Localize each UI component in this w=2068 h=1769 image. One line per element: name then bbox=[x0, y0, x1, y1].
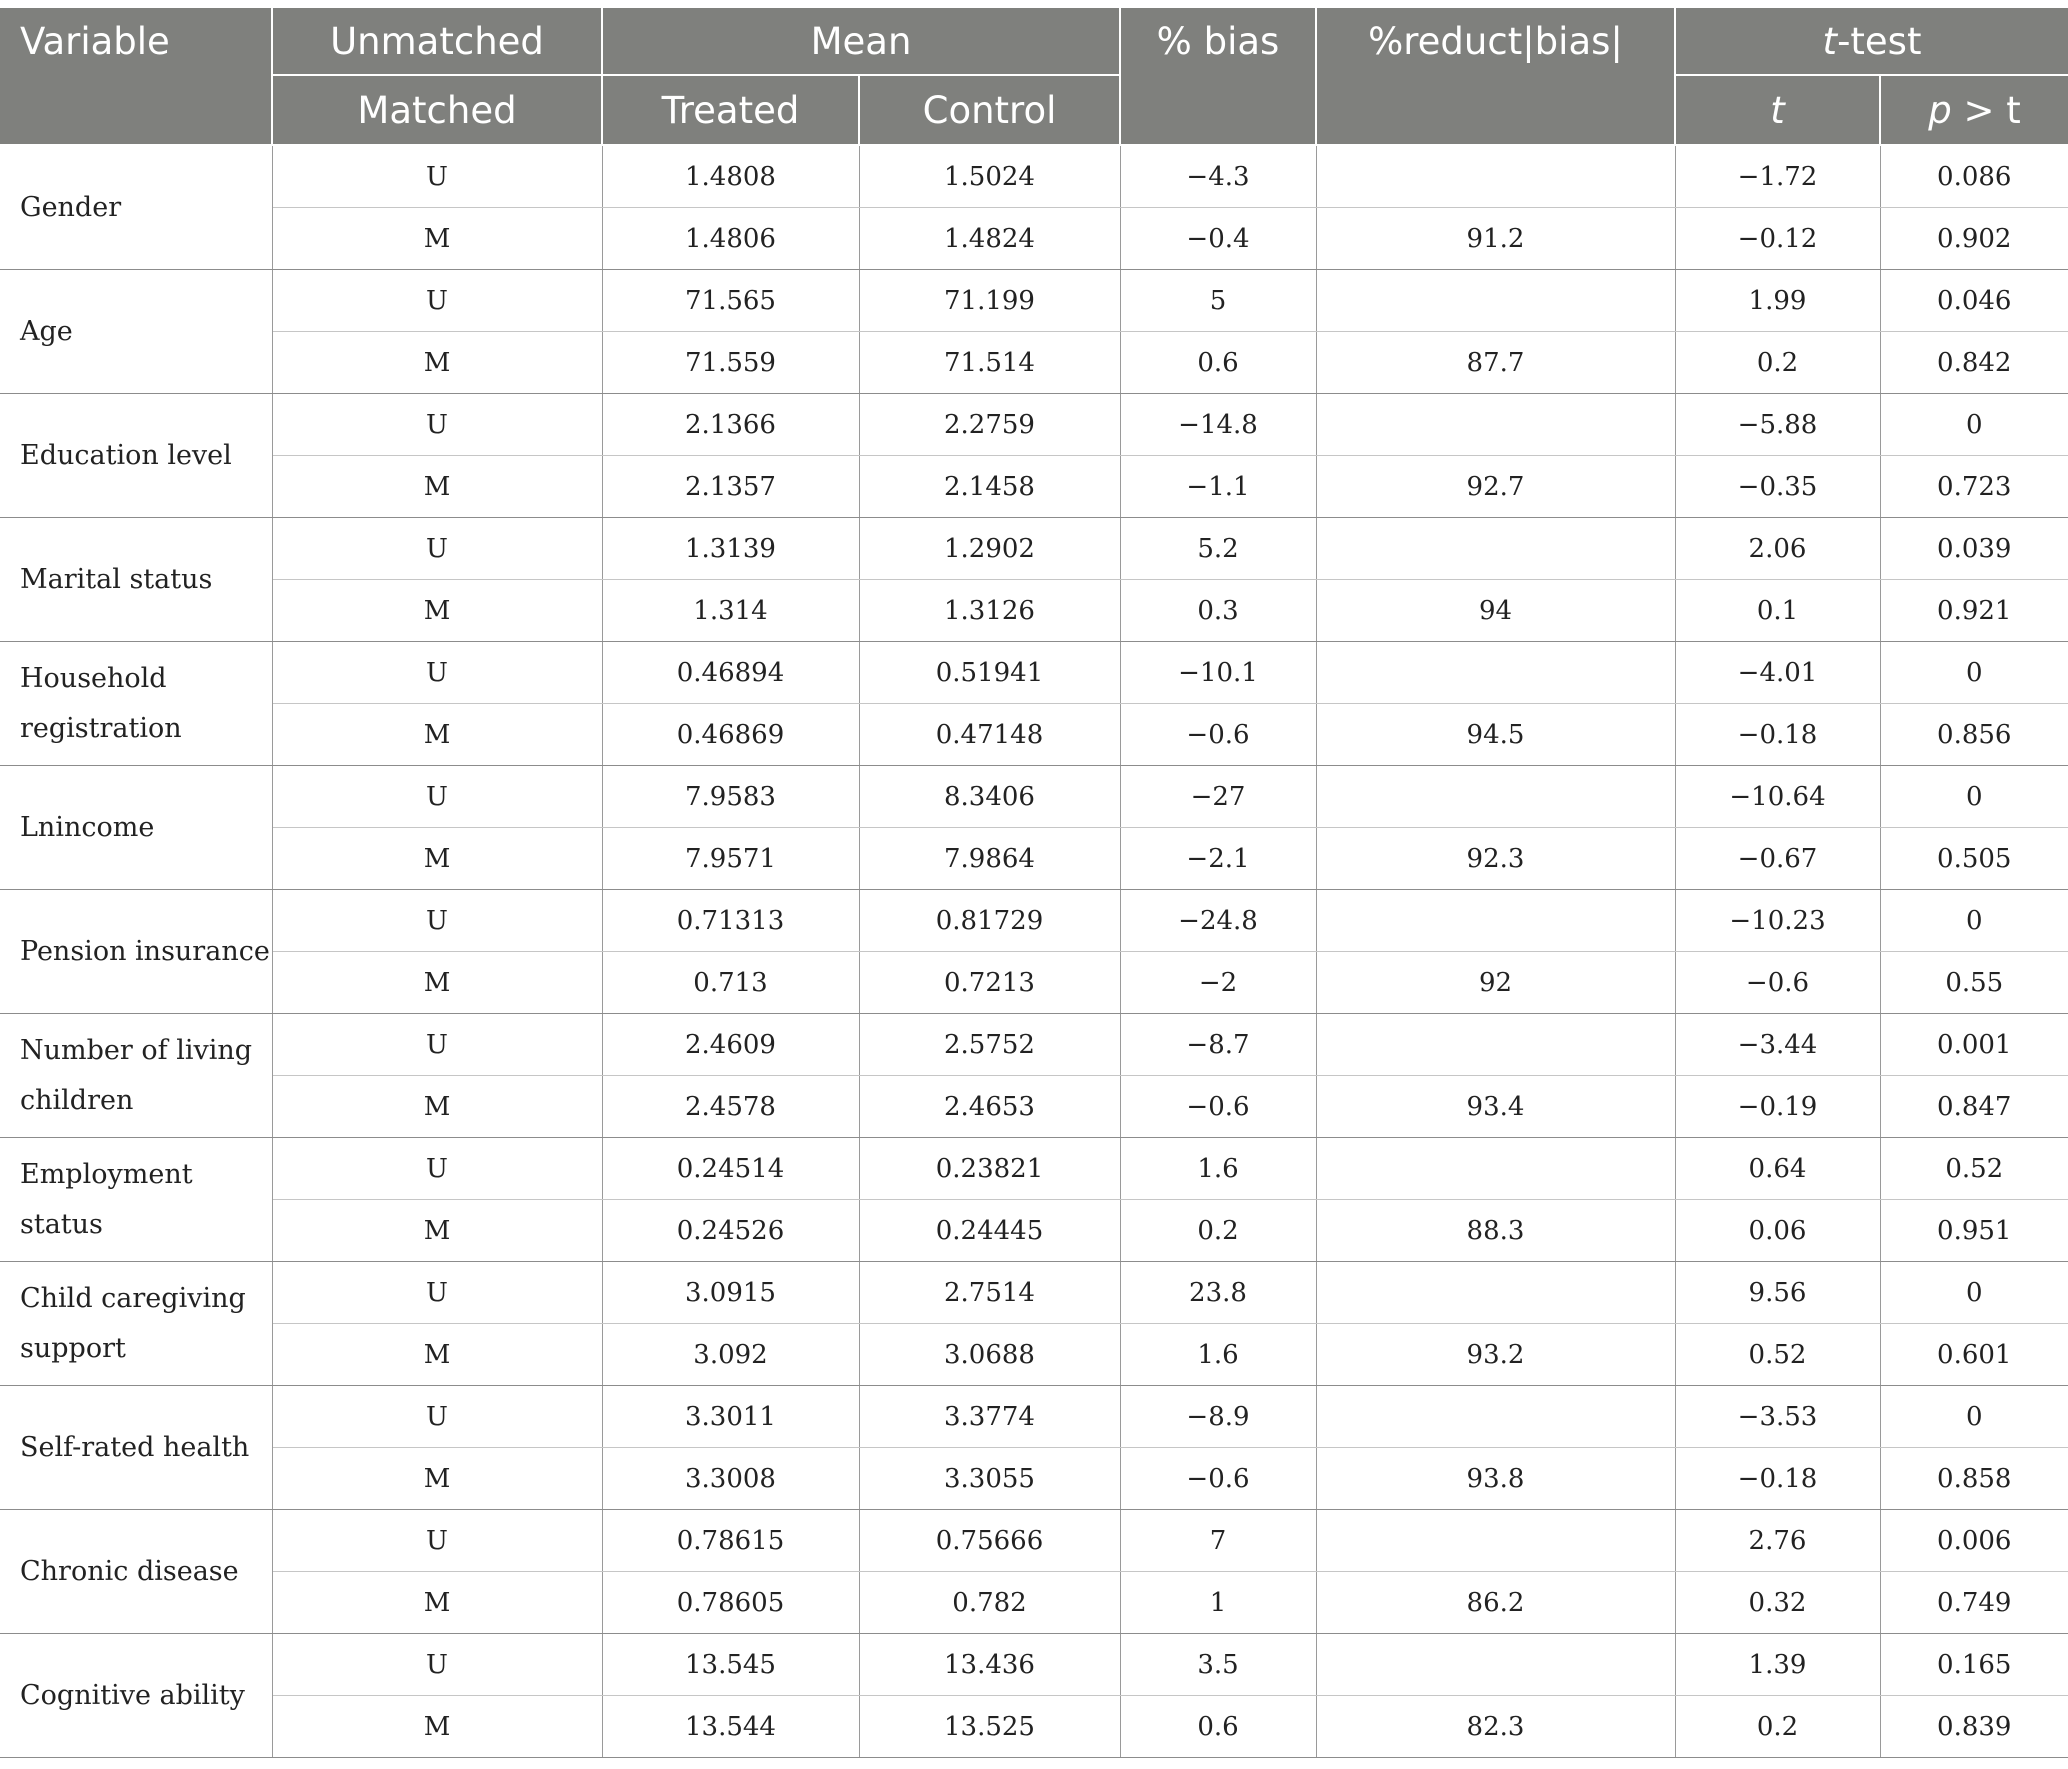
sample-label-cell: U bbox=[272, 270, 602, 332]
pct-bias-cell: −1.1 bbox=[1120, 456, 1316, 518]
table-row bbox=[0, 828, 2068, 890]
pct-bias-cell: 3.5 bbox=[1120, 1634, 1316, 1696]
p-value-cell: 0.858 bbox=[1880, 1448, 2068, 1510]
t-stat-cell: 2.06 bbox=[1675, 518, 1880, 580]
control-mean-cell: 1.2902 bbox=[859, 518, 1120, 580]
reduct-bias-cell bbox=[1316, 1386, 1675, 1448]
p-value-cell: 0.006 bbox=[1880, 1510, 2068, 1572]
p-value-cell: 0.839 bbox=[1880, 1696, 2068, 1758]
p-value-cell: 0.001 bbox=[1880, 1014, 2068, 1076]
t-stat-cell: 9.56 bbox=[1675, 1262, 1880, 1324]
reduct-bias-cell: 93.2 bbox=[1316, 1324, 1675, 1386]
t-stat-cell: 1.99 bbox=[1675, 270, 1880, 332]
variable-name-cell: Household registration bbox=[0, 642, 272, 766]
table-row bbox=[0, 890, 2068, 952]
pct-bias-cell: 0.6 bbox=[1120, 1696, 1316, 1758]
t-stat-cell: −10.64 bbox=[1675, 766, 1880, 828]
sample-label-cell: M bbox=[272, 704, 602, 766]
sample-label-cell: U bbox=[272, 1262, 602, 1324]
table-row bbox=[0, 1448, 2068, 1510]
balance-test-table bbox=[0, 8, 2068, 1758]
treated-mean-cell: 0.78605 bbox=[602, 1572, 859, 1634]
control-mean-cell: 3.3774 bbox=[859, 1386, 1120, 1448]
t-stat-cell: 2.76 bbox=[1675, 1510, 1880, 1572]
reduct-bias-cell bbox=[1316, 1138, 1675, 1200]
pct-bias-cell: 23.8 bbox=[1120, 1262, 1316, 1324]
control-mean-cell: 71.514 bbox=[859, 332, 1120, 394]
header-treated: Treated bbox=[602, 75, 859, 145]
sample-label-cell: M bbox=[272, 1324, 602, 1386]
pct-bias-cell: −8.9 bbox=[1120, 1386, 1316, 1448]
control-mean-cell: 2.1458 bbox=[859, 456, 1120, 518]
t-stat-cell: −0.67 bbox=[1675, 828, 1880, 890]
control-mean-cell: 0.782 bbox=[859, 1572, 1120, 1634]
variable-name-cell: Chronic disease bbox=[0, 1510, 272, 1634]
header-p-italic: p bbox=[1928, 88, 1952, 132]
p-value-cell: 0.039 bbox=[1880, 518, 2068, 580]
variable-name-cell: Cognitive ability bbox=[0, 1634, 272, 1758]
table-row bbox=[0, 1386, 2068, 1448]
p-value-cell: 0.856 bbox=[1880, 704, 2068, 766]
control-mean-cell: 3.0688 bbox=[859, 1324, 1120, 1386]
variable-name-cell: Child caregiving support bbox=[0, 1262, 272, 1386]
p-value-cell: 0.086 bbox=[1880, 145, 2068, 208]
header-matched: Matched bbox=[272, 75, 602, 145]
control-mean-cell: 0.47148 bbox=[859, 704, 1120, 766]
t-stat-cell: 0.2 bbox=[1675, 332, 1880, 394]
sample-label-cell: U bbox=[272, 1634, 602, 1696]
sample-label-cell: U bbox=[272, 642, 602, 704]
t-stat-cell: 0.1 bbox=[1675, 580, 1880, 642]
p-value-cell: 0.505 bbox=[1880, 828, 2068, 890]
table-row bbox=[0, 1324, 2068, 1386]
reduct-bias-cell: 88.3 bbox=[1316, 1200, 1675, 1262]
treated-mean-cell: 7.9583 bbox=[602, 766, 859, 828]
table-row bbox=[0, 580, 2068, 642]
treated-mean-cell: 0.71313 bbox=[602, 890, 859, 952]
pct-bias-cell: −2.1 bbox=[1120, 828, 1316, 890]
t-stat-cell: −0.18 bbox=[1675, 1448, 1880, 1510]
t-stat-cell: −0.18 bbox=[1675, 704, 1880, 766]
table-row bbox=[0, 1262, 2068, 1324]
sample-label-cell: M bbox=[272, 952, 602, 1014]
t-stat-cell: −5.88 bbox=[1675, 394, 1880, 456]
pct-bias-cell: −10.1 bbox=[1120, 642, 1316, 704]
pct-bias-cell: −2 bbox=[1120, 952, 1316, 1014]
p-value-cell: 0.723 bbox=[1880, 456, 2068, 518]
table-row bbox=[0, 1200, 2068, 1262]
table-row bbox=[0, 642, 2068, 704]
reduct-bias-cell bbox=[1316, 270, 1675, 332]
treated-mean-cell: 1.314 bbox=[602, 580, 859, 642]
reduct-bias-cell: 87.7 bbox=[1316, 332, 1675, 394]
header-p bbox=[1880, 75, 2068, 145]
reduct-bias-cell: 92.7 bbox=[1316, 456, 1675, 518]
sample-label-cell: U bbox=[272, 1014, 602, 1076]
reduct-bias-cell bbox=[1316, 642, 1675, 704]
p-value-cell: 0 bbox=[1880, 890, 2068, 952]
pct-bias-cell: 0.2 bbox=[1120, 1200, 1316, 1262]
variable-name-cell: Self-rated health bbox=[0, 1386, 272, 1510]
table-row bbox=[0, 518, 2068, 580]
sample-label-cell: M bbox=[272, 1572, 602, 1634]
pct-bias-cell: 1.6 bbox=[1120, 1138, 1316, 1200]
header-t-test-suffix: -test bbox=[1837, 19, 1922, 63]
reduct-bias-cell bbox=[1316, 890, 1675, 952]
table-row bbox=[0, 704, 2068, 766]
sample-label-cell: M bbox=[272, 1076, 602, 1138]
table-body bbox=[0, 145, 2068, 1758]
pct-bias-cell: 0.3 bbox=[1120, 580, 1316, 642]
sample-label-cell: U bbox=[272, 1138, 602, 1200]
treated-mean-cell: 1.4806 bbox=[602, 208, 859, 270]
p-value-cell: 0 bbox=[1880, 1262, 2068, 1324]
control-mean-cell: 0.23821 bbox=[859, 1138, 1120, 1200]
header-p-suffix: > t bbox=[1951, 88, 2021, 132]
sample-label-cell: U bbox=[272, 1510, 602, 1572]
p-value-cell: 0.902 bbox=[1880, 208, 2068, 270]
pct-bias-cell: −27 bbox=[1120, 766, 1316, 828]
p-value-cell: 0.847 bbox=[1880, 1076, 2068, 1138]
control-mean-cell: 1.3126 bbox=[859, 580, 1120, 642]
variable-name-cell: Age bbox=[0, 270, 272, 394]
t-stat-cell: −0.6 bbox=[1675, 952, 1880, 1014]
reduct-bias-cell: 91.2 bbox=[1316, 208, 1675, 270]
pct-bias-cell: −24.8 bbox=[1120, 890, 1316, 952]
variable-name-cell: Lnincome bbox=[0, 766, 272, 890]
header-reduct-bias: %reduct|bias| bbox=[1316, 8, 1675, 145]
pct-bias-cell: −14.8 bbox=[1120, 394, 1316, 456]
treated-mean-cell: 0.46869 bbox=[602, 704, 859, 766]
control-mean-cell: 7.9864 bbox=[859, 828, 1120, 890]
treated-mean-cell: 3.3011 bbox=[602, 1386, 859, 1448]
reduct-bias-cell bbox=[1316, 518, 1675, 580]
t-stat-cell: 0.06 bbox=[1675, 1200, 1880, 1262]
table-row bbox=[0, 1014, 2068, 1076]
header-unmatched: Unmatched bbox=[272, 8, 602, 75]
t-stat-cell: −0.35 bbox=[1675, 456, 1880, 518]
treated-mean-cell: 2.4578 bbox=[602, 1076, 859, 1138]
table-row bbox=[0, 1076, 2068, 1138]
treated-mean-cell: 1.3139 bbox=[602, 518, 859, 580]
variable-name-cell: Education level bbox=[0, 394, 272, 518]
t-stat-cell: −3.44 bbox=[1675, 1014, 1880, 1076]
treated-mean-cell: 3.092 bbox=[602, 1324, 859, 1386]
reduct-bias-cell: 86.2 bbox=[1316, 1572, 1675, 1634]
p-value-cell: 0 bbox=[1880, 642, 2068, 704]
p-value-cell: 0 bbox=[1880, 1386, 2068, 1448]
control-mean-cell: 71.199 bbox=[859, 270, 1120, 332]
control-mean-cell: 13.436 bbox=[859, 1634, 1120, 1696]
treated-mean-cell: 2.4609 bbox=[602, 1014, 859, 1076]
pct-bias-cell: −8.7 bbox=[1120, 1014, 1316, 1076]
control-mean-cell: 0.75666 bbox=[859, 1510, 1120, 1572]
table-row bbox=[0, 208, 2068, 270]
p-value-cell: 0.165 bbox=[1880, 1634, 2068, 1696]
sample-label-cell: M bbox=[272, 332, 602, 394]
pct-bias-cell: −0.6 bbox=[1120, 1448, 1316, 1510]
pct-bias-cell: −4.3 bbox=[1120, 145, 1316, 208]
t-stat-cell: 1.39 bbox=[1675, 1634, 1880, 1696]
treated-mean-cell: 0.46894 bbox=[602, 642, 859, 704]
control-mean-cell: 0.24445 bbox=[859, 1200, 1120, 1262]
sample-label-cell: U bbox=[272, 766, 602, 828]
reduct-bias-cell: 92.3 bbox=[1316, 828, 1675, 890]
pct-bias-cell: 7 bbox=[1120, 1510, 1316, 1572]
table-row bbox=[0, 952, 2068, 1014]
variable-name-cell: Gender bbox=[0, 145, 272, 270]
control-mean-cell: 1.5024 bbox=[859, 145, 1120, 208]
t-stat-cell: 0.64 bbox=[1675, 1138, 1880, 1200]
treated-mean-cell: 2.1357 bbox=[602, 456, 859, 518]
control-mean-cell: 13.525 bbox=[859, 1696, 1120, 1758]
sample-label-cell: M bbox=[272, 456, 602, 518]
treated-mean-cell: 7.9571 bbox=[602, 828, 859, 890]
reduct-bias-cell: 92 bbox=[1316, 952, 1675, 1014]
treated-mean-cell: 0.78615 bbox=[602, 1510, 859, 1572]
header-mean: Mean bbox=[602, 8, 1120, 75]
p-value-cell: 0.046 bbox=[1880, 270, 2068, 332]
treated-mean-cell: 3.0915 bbox=[602, 1262, 859, 1324]
reduct-bias-cell: 94.5 bbox=[1316, 704, 1675, 766]
p-value-cell: 0.52 bbox=[1880, 1138, 2068, 1200]
sample-label-cell: U bbox=[272, 518, 602, 580]
sample-label-cell: M bbox=[272, 208, 602, 270]
t-stat-cell: −1.72 bbox=[1675, 145, 1880, 208]
table-row bbox=[0, 766, 2068, 828]
reduct-bias-cell bbox=[1316, 1014, 1675, 1076]
pct-bias-cell: −0.6 bbox=[1120, 704, 1316, 766]
reduct-bias-cell: 94 bbox=[1316, 580, 1675, 642]
treated-mean-cell: 71.565 bbox=[602, 270, 859, 332]
table-row bbox=[0, 270, 2068, 332]
pct-bias-cell: 1 bbox=[1120, 1572, 1316, 1634]
reduct-bias-cell bbox=[1316, 1634, 1675, 1696]
table-row bbox=[0, 1510, 2068, 1572]
t-stat-cell: 0.32 bbox=[1675, 1572, 1880, 1634]
header-control: Control bbox=[859, 75, 1120, 145]
treated-mean-cell: 0.713 bbox=[602, 952, 859, 1014]
header-variable: Variable bbox=[0, 8, 272, 145]
variable-name-cell: Employment status bbox=[0, 1138, 272, 1262]
control-mean-cell: 0.51941 bbox=[859, 642, 1120, 704]
treated-mean-cell: 13.545 bbox=[602, 1634, 859, 1696]
table-row bbox=[0, 1572, 2068, 1634]
control-mean-cell: 2.4653 bbox=[859, 1076, 1120, 1138]
table-header bbox=[0, 8, 2068, 145]
sample-label-cell: M bbox=[272, 1200, 602, 1262]
treated-mean-cell: 13.544 bbox=[602, 1696, 859, 1758]
sample-label-cell: U bbox=[272, 145, 602, 208]
treated-mean-cell: 0.24526 bbox=[602, 1200, 859, 1262]
sample-label-cell: U bbox=[272, 394, 602, 456]
table-row bbox=[0, 332, 2068, 394]
sample-label-cell: M bbox=[272, 1448, 602, 1510]
control-mean-cell: 0.81729 bbox=[859, 890, 1120, 952]
header-t-test-italic: t bbox=[1822, 19, 1838, 63]
sample-label-cell: M bbox=[272, 580, 602, 642]
reduct-bias-cell: 93.8 bbox=[1316, 1448, 1675, 1510]
table-row bbox=[0, 394, 2068, 456]
pct-bias-cell: −0.6 bbox=[1120, 1076, 1316, 1138]
reduct-bias-cell: 93.4 bbox=[1316, 1076, 1675, 1138]
control-mean-cell: 8.3406 bbox=[859, 766, 1120, 828]
sample-label-cell: U bbox=[272, 890, 602, 952]
pct-bias-cell: 1.6 bbox=[1120, 1324, 1316, 1386]
p-value-cell: 0.749 bbox=[1880, 1572, 2068, 1634]
variable-name-cell: Marital status bbox=[0, 518, 272, 642]
pct-bias-cell: 0.6 bbox=[1120, 332, 1316, 394]
t-stat-cell: −0.19 bbox=[1675, 1076, 1880, 1138]
table-row bbox=[0, 1634, 2068, 1696]
t-stat-cell: −10.23 bbox=[1675, 890, 1880, 952]
p-value-cell: 0.951 bbox=[1880, 1200, 2068, 1262]
p-value-cell: 0.842 bbox=[1880, 332, 2068, 394]
sample-label-cell: M bbox=[272, 1696, 602, 1758]
balance-test-table-container bbox=[0, 8, 2068, 1758]
control-mean-cell: 3.3055 bbox=[859, 1448, 1120, 1510]
sample-label-cell: U bbox=[272, 1386, 602, 1448]
p-value-cell: 0.601 bbox=[1880, 1324, 2068, 1386]
variable-name-cell: Pension insurance bbox=[0, 890, 272, 1014]
control-mean-cell: 1.4824 bbox=[859, 208, 1120, 270]
header-t-test bbox=[1675, 8, 2068, 75]
variable-name-cell: Number of living children bbox=[0, 1014, 272, 1138]
reduct-bias-cell bbox=[1316, 394, 1675, 456]
table-row bbox=[0, 145, 2068, 208]
t-stat-cell: 0.2 bbox=[1675, 1696, 1880, 1758]
table-row bbox=[0, 1696, 2068, 1758]
reduct-bias-cell bbox=[1316, 1510, 1675, 1572]
reduct-bias-cell bbox=[1316, 766, 1675, 828]
t-stat-cell: 0.52 bbox=[1675, 1324, 1880, 1386]
control-mean-cell: 2.2759 bbox=[859, 394, 1120, 456]
p-value-cell: 0 bbox=[1880, 394, 2068, 456]
reduct-bias-cell bbox=[1316, 145, 1675, 208]
table-row bbox=[0, 456, 2068, 518]
reduct-bias-cell: 82.3 bbox=[1316, 1696, 1675, 1758]
p-value-cell: 0.55 bbox=[1880, 952, 2068, 1014]
table-row bbox=[0, 1138, 2068, 1200]
p-value-cell: 0.921 bbox=[1880, 580, 2068, 642]
header-pct-bias: % bias bbox=[1120, 8, 1316, 145]
header-t: t bbox=[1675, 75, 1880, 145]
treated-mean-cell: 1.4808 bbox=[602, 145, 859, 208]
treated-mean-cell: 0.24514 bbox=[602, 1138, 859, 1200]
control-mean-cell: 2.5752 bbox=[859, 1014, 1120, 1076]
t-stat-cell: −4.01 bbox=[1675, 642, 1880, 704]
control-mean-cell: 2.7514 bbox=[859, 1262, 1120, 1324]
t-stat-cell: −0.12 bbox=[1675, 208, 1880, 270]
treated-mean-cell: 3.3008 bbox=[602, 1448, 859, 1510]
p-value-cell: 0 bbox=[1880, 766, 2068, 828]
sample-label-cell: M bbox=[272, 828, 602, 890]
t-stat-cell: −3.53 bbox=[1675, 1386, 1880, 1448]
reduct-bias-cell bbox=[1316, 1262, 1675, 1324]
pct-bias-cell: 5 bbox=[1120, 270, 1316, 332]
treated-mean-cell: 2.1366 bbox=[602, 394, 859, 456]
pct-bias-cell: −0.4 bbox=[1120, 208, 1316, 270]
pct-bias-cell: 5.2 bbox=[1120, 518, 1316, 580]
control-mean-cell: 0.7213 bbox=[859, 952, 1120, 1014]
treated-mean-cell: 71.559 bbox=[602, 332, 859, 394]
